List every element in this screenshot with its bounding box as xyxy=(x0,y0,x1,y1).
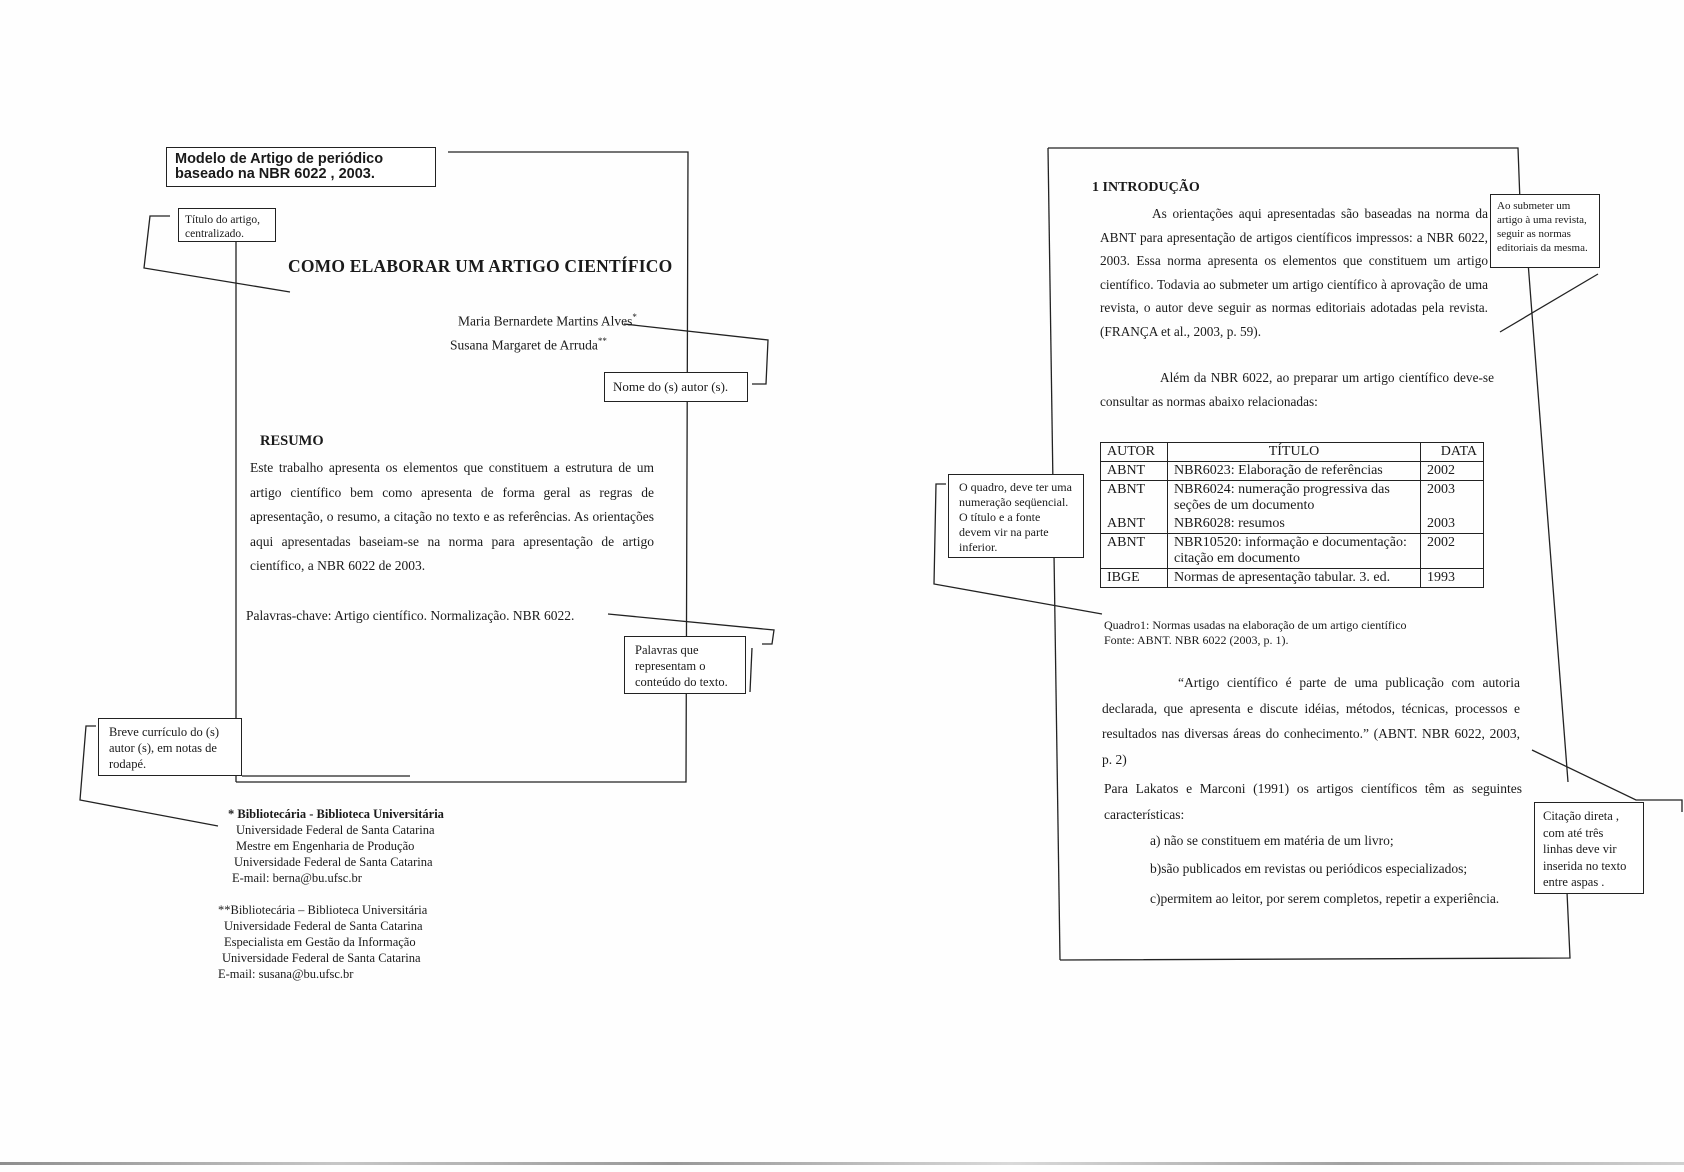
table-cell: ABNT xyxy=(1101,481,1168,516)
section-heading: 1 INTRODUÇÃO xyxy=(1092,180,1200,195)
list-item: c)permitem ao leitor, por serem completos, repetir a experiência. xyxy=(1150,891,1500,906)
list-item: a) não se constituem em matéria de um livro; xyxy=(1150,833,1394,848)
table-cell: ABNT xyxy=(1101,515,1168,534)
table-cell: ABNT xyxy=(1101,462,1168,481)
title-callout-text: Título do artigo, centralizado. xyxy=(185,214,261,240)
table-header-row xyxy=(1101,443,1484,462)
keywords-callout-text: Palavras que representam o conteúdo do texto. xyxy=(635,643,728,689)
title-callout xyxy=(178,208,276,242)
table-caption-title: Quadro1: Normas usadas na elaboração de um artigo científico xyxy=(1104,618,1407,632)
table-cell: 2003 xyxy=(1421,515,1484,534)
footnote-2-line: Universidade Federal de Santa Catarina xyxy=(224,919,423,933)
footnote-2 xyxy=(218,902,427,982)
table-row xyxy=(1101,534,1484,569)
keywords: Palavras-chave: Artigo científico. Normalização. NBR 6022. xyxy=(246,608,575,623)
table-cell: NBR6024: numeração progressiva das seções de um documento xyxy=(1168,481,1421,516)
abstract-text: Este trabalho apresenta os elementos que constituem a estrutura de um artigo científico bem como apresenta de forma geral as regras de apresentação, o resumo, a citação no texto e as referências. As orientações aqui apresentadas baseiam-se na norma para apresentação de artigo científico, a NBR 6022 de 2003. xyxy=(250,460,654,573)
footnote-1-line: * Bibliotecária - Biblioteca Universitária xyxy=(228,807,444,821)
norms-table-grid xyxy=(1100,442,1484,588)
table-cell: IBGE xyxy=(1101,569,1168,588)
footnote-1-line: Mestre em Engenharia de Produção xyxy=(236,839,415,853)
author-1-name: Maria Bernardete Martins Alves xyxy=(458,313,633,329)
table-cell: 2002 xyxy=(1421,534,1484,569)
footnote-2-line: Universidade Federal de Santa Catarina xyxy=(222,951,421,965)
table-caption xyxy=(1104,618,1407,648)
footnote-2-line: **Bibliotecária – Biblioteca Universitária xyxy=(218,903,428,917)
submit-callout xyxy=(1490,194,1600,268)
table-caption-source: Fonte: ABNT. NBR 6022 (2003, p. 1). xyxy=(1104,633,1289,647)
cv-callout-text: Breve currículo do (s) autor (s), em notas de rodapé. xyxy=(109,725,220,771)
abstract-heading: RESUMO xyxy=(260,433,324,449)
table-callout xyxy=(948,474,1084,558)
table-row xyxy=(1101,462,1484,481)
quote-callout xyxy=(1534,802,1644,894)
author-2-name: Susana Margaret de Arruda xyxy=(450,337,598,353)
table-row xyxy=(1101,569,1484,588)
author-2-mark: ** xyxy=(597,336,607,346)
table-callout-text: O quadro, deve ter uma numeração seqüencial. O título e a fonte devem vir na parte inferior. xyxy=(959,480,1072,554)
lakatos-text: Para Lakatos e Marconi (1991) os artigos científicos têm as seguintes características: xyxy=(1104,781,1522,822)
second-paragraph: Além da NBR 6022, ao preparar um artigo científico deve-se consultar as normas abaixo relacionadas: xyxy=(1100,370,1494,409)
norms-table xyxy=(1100,442,1484,588)
footnote-1-line: Universidade Federal de Santa Catarina xyxy=(236,823,435,837)
footnote-2-line: E-mail: susana@bu.ufsc.br xyxy=(218,967,354,981)
header-callout-text: Modelo de Artigo de periódico baseado na NBR 6022 , 2003. xyxy=(175,151,384,182)
table-row xyxy=(1101,481,1484,516)
list-item: b)são publicados em revistas ou periódicos especializados; xyxy=(1150,861,1468,876)
scan-edge xyxy=(0,1162,1684,1165)
author-callout xyxy=(604,372,748,402)
table-header-cell: DATA xyxy=(1421,443,1484,462)
author-callout-text: Nome do (s) autor (s). xyxy=(613,379,729,394)
table-cell: NBR6023: Elaboração de referências xyxy=(1168,462,1421,481)
table-cell: NBR6028: resumos xyxy=(1168,515,1421,534)
table-header-cell: TÍTULO xyxy=(1168,443,1421,462)
author-1-mark: * xyxy=(632,312,637,322)
cv-callout xyxy=(98,718,242,776)
table-cell: NBR10520: informação e documentação: citação em documento xyxy=(1168,534,1421,569)
table-cell: 2003 xyxy=(1421,481,1484,516)
author-line-2 xyxy=(450,336,607,354)
article-title: COMO ELABORAR UM ARTIGO CIENTÍFICO xyxy=(288,256,673,276)
submit-callout-text: Ao submeter um artigo à uma revista, seguir as normas editoriais da mesma. xyxy=(1497,200,1588,254)
header-callout xyxy=(166,147,436,187)
intro-paragraph: As orientações aqui apresentadas são baseadas na norma da ABNT para apresentação de artigos científicos impressos: a NBR 6022, 2003. Essa norma apresenta os elementos que constituem um artigo científico. Todavia ao submeter um artigo científico à aprovação de uma revista, o autor deve seguir as normas editoriais adotadas pela revista. (FRANÇA et al., 2003, p. 59). xyxy=(1100,206,1488,339)
author-line-1 xyxy=(458,312,637,330)
table-row xyxy=(1101,515,1484,534)
table-cell: 1993 xyxy=(1421,569,1484,588)
table-cell: 2002 xyxy=(1421,462,1484,481)
table-cell: ABNT xyxy=(1101,534,1168,569)
table-header-cell: AUTOR xyxy=(1101,443,1168,462)
direct-quote: “Artigo científico é parte de uma publicação com autoria declarada, que apresenta e discute idéias, métodos, técnicas, processos e resultados nas diversas áreas do conhecimento.” (ABNT. NBR 6022, 2003, p. 2) xyxy=(1102,675,1520,767)
footnote-2-line: Especialista em Gestão da Informação xyxy=(224,935,416,949)
quote-callout-text: Citação direta , com até três linhas deve vir inserida no texto entre aspas . xyxy=(1543,809,1627,889)
table-cell: Normas de apresentação tabular. 3. ed. xyxy=(1168,569,1421,588)
footnote-1 xyxy=(228,806,444,886)
keywords-callout xyxy=(624,636,746,694)
footnote-1-line: Universidade Federal de Santa Catarina xyxy=(234,855,433,869)
characteristics-list xyxy=(1150,828,1530,912)
footnote-1-line: E-mail: berna@bu.ufsc.br xyxy=(232,871,362,885)
